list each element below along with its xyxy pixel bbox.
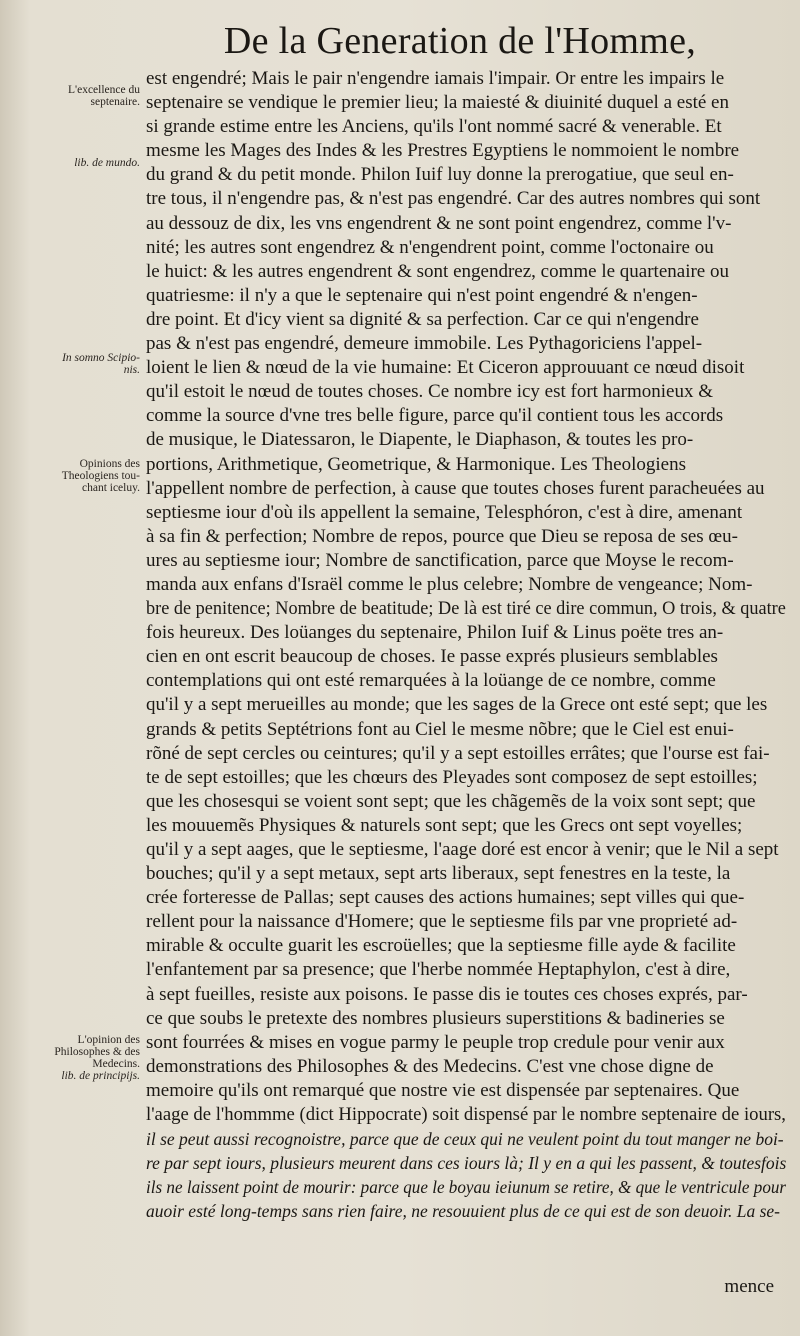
margin-note: Opinions des Theologiens tou- chant iceluy. [61,458,140,494]
text-line: qu'il y a sept aages, que le septiesme, l'aage doré est encor à venir; que le Nil a sept [146,839,779,860]
text-line: mirable & occulte guarit les escroüelles; que la septiesme fille ayde & facilite [146,935,736,957]
margin-note: lib. de principijs. [61,1070,140,1082]
text-line: rellent pour la naissance d'Homere; que le septiesme fils par vne proprieté ad- [146,911,738,933]
text-line: à sa fin & perfection; Nombre de repos, pource que Dieu se reposa de ses œu- [146,525,738,547]
text-line: qu'il y a sept merueilles au monde; que les sages de la Grece ont esté sept; que les [146,694,768,716]
text-line: re par sept iours, plusieurs meurent dans ces iours là; Il y en a qui les passent, & toutesfois [146,1153,786,1174]
margin-note: L'opinion des Philosophes & des Medecins. [54,1034,140,1070]
text-line: cien en ont escrit beaucoup de choses. Ie passe exprés plusieurs semblables [146,646,718,668]
text-line: il se peut aussi recognoistre, parce que de ceux qui ne veulent point du tout manger ne boi- [146,1129,784,1150]
text-line: bre de penitence; Nombre de beatitude; De là est tiré ce dire commun, O trois, & quatre [146,598,786,620]
text-line: pas & n'est pas engendré, demeure immobile. Les Pythagoriciens l'appel- [146,333,703,355]
text-line: qu'il estoit le nœud de toutes choses. Ce nombre icy est fort harmonieux & [146,381,713,403]
text-line: l'appellent nombre de perfection, à cause que toutes choses furent paracheuées au [146,477,765,499]
text-line: du grand & du petit monde. Philon Iuif luy donne la prerogatiue, que seul en- [146,164,734,186]
text-line: les mouuemẽs Physiques & naturels sont sept; que les Grecs ont sept voyelles; [146,814,743,836]
text-line: septenaire se vendique le premier lieu; la maiesté & diuinité duquel a esté en [146,92,729,114]
body-text [146,67,786,1224]
text-line: de musique, le Diatessaron, le Diapente, le Diaphason, & toutes les pro- [146,429,694,451]
text-line: ils ne laissent point de mourir: parce que le boyau ieiunum se retire, & que le ventricule pour [146,1177,786,1198]
text-line: manda aux enfans d'Israël comme le plus celebre; Nombre de vengeance; Nom- [146,573,753,595]
text-line: le huict: & les autres engendrent & sont engendrez, comme le quartenaire ou [146,260,729,282]
text-line: nité; les autres sont engendrez & n'engendrent point, comme l'octonaire ou [146,236,714,258]
catchword: mence [724,1276,774,1297]
text-line: loient le lien & nœud de la vie humaine: Et Ciceron approuuant ce nœud disoit [146,357,745,379]
text-line: rõné de sept cercles ou ceintures; qu'il y a sept estoilles errâtes; que l'ourse est fai- [146,742,770,764]
margin-note: lib. de mundo. [74,157,140,169]
text-line: ures au septiesme iour; Nombre de sanctification, parce que Moyse le recom- [146,549,734,571]
text-line: tre tous, il n'engendre pas, & n'est pas engendré. Car des autres nombres qui sont [146,188,761,210]
text-line: sont fourrées & mises en vogue parmy le peuple trop credule pour venir aux [146,1031,725,1053]
running-head: De la Generation de l'Homme, [223,20,697,62]
text-line: crée forteresse de Pallas; sept causes des actions humaines; sept villes qui que- [146,887,745,909]
text-line: contemplations qui ont esté remarquées à la loüange de ce nombre, comme [146,670,716,692]
text-line: comme la source d'vne tres belle figure, parce qu'il contient tous les accords [146,405,724,427]
text-line: bouches; qu'il y a sept metaux, sept arts liberaux, sept fenestres en la teste, la [146,863,731,885]
text-line: portions, Arithmetique, Geometrique, & Harmonique. Les Theologiens [146,453,686,475]
text-line: septiesme iour d'où ils appellent la semaine, Telesphóron, c'est à dire, amenant [146,501,743,523]
text-line: auoir esté long-temps sans rien faire, ne resouuient plus de ce qui est de son deuoir. La se- [146,1201,780,1222]
text-line: l'aage de l'hommme (dict Hippocrate) soit dispensé par le nombre septenaire de iours, [146,1104,786,1126]
margin-notes [0,0,140,1336]
text-line: fois heureux. Des loüanges du septenaire, Philon Iuif & Linus poëte tres an- [146,622,724,644]
text-line: memoire qu'ils ont remarqué que nostre vie est dispensée par septenaires. Que [146,1079,740,1101]
text-line: à sept fueilles, resiste aux poisons. Ie passe dis ie toutes ces choses exprés, par- [146,983,748,1005]
text-line: quatriesme: il n'y a que le septenaire qui n'est point engendré & n'engen- [146,284,698,306]
text-line: te de sept estoilles; que les chœurs des Pleyades sont composez de sept estoilles; [146,766,758,788]
text-line: l'enfantement par sa presence; que l'herbe nommée Heptaphylon, c'est à dire, [146,959,731,981]
text-line: grands & petits Septétrions font au Ciel le mesme nõbre; que le Ciel est enui- [146,718,734,740]
text-line: dre point. Et d'icy vient sa dignité & sa perfection. Car ce qui n'engendre [146,308,699,330]
text-line: mesme les Mages des Indes & les Prestres Egyptiens le nommoient le nombre [146,140,740,162]
text-line: ce que soubs le pretexte des nombres plusieurs superstitions & badineries se [146,1007,725,1029]
text-line: est engendré; Mais le pair n'engendre iamais l'impair. Or entre les impairs le [146,68,725,89]
margin-note: L'excellence du septenaire. [68,84,140,108]
text-line: que les chosesqui se voient sont sept; que les chãgemẽs de la voix sont sept; que [146,790,756,812]
margin-note: In somno Scipio- nis. [62,352,140,376]
text-line: si grande estime entre les Anciens, qu'ils l'ont nommé sacré & venerable. Et [146,116,722,138]
text-line: au dessouz de dix, les vns engendrent & ne sont point engendrez, comme l'v- [146,212,732,234]
text-line: demonstrations des Philosophes & des Medecins. C'est vne chose digne de [146,1055,714,1077]
